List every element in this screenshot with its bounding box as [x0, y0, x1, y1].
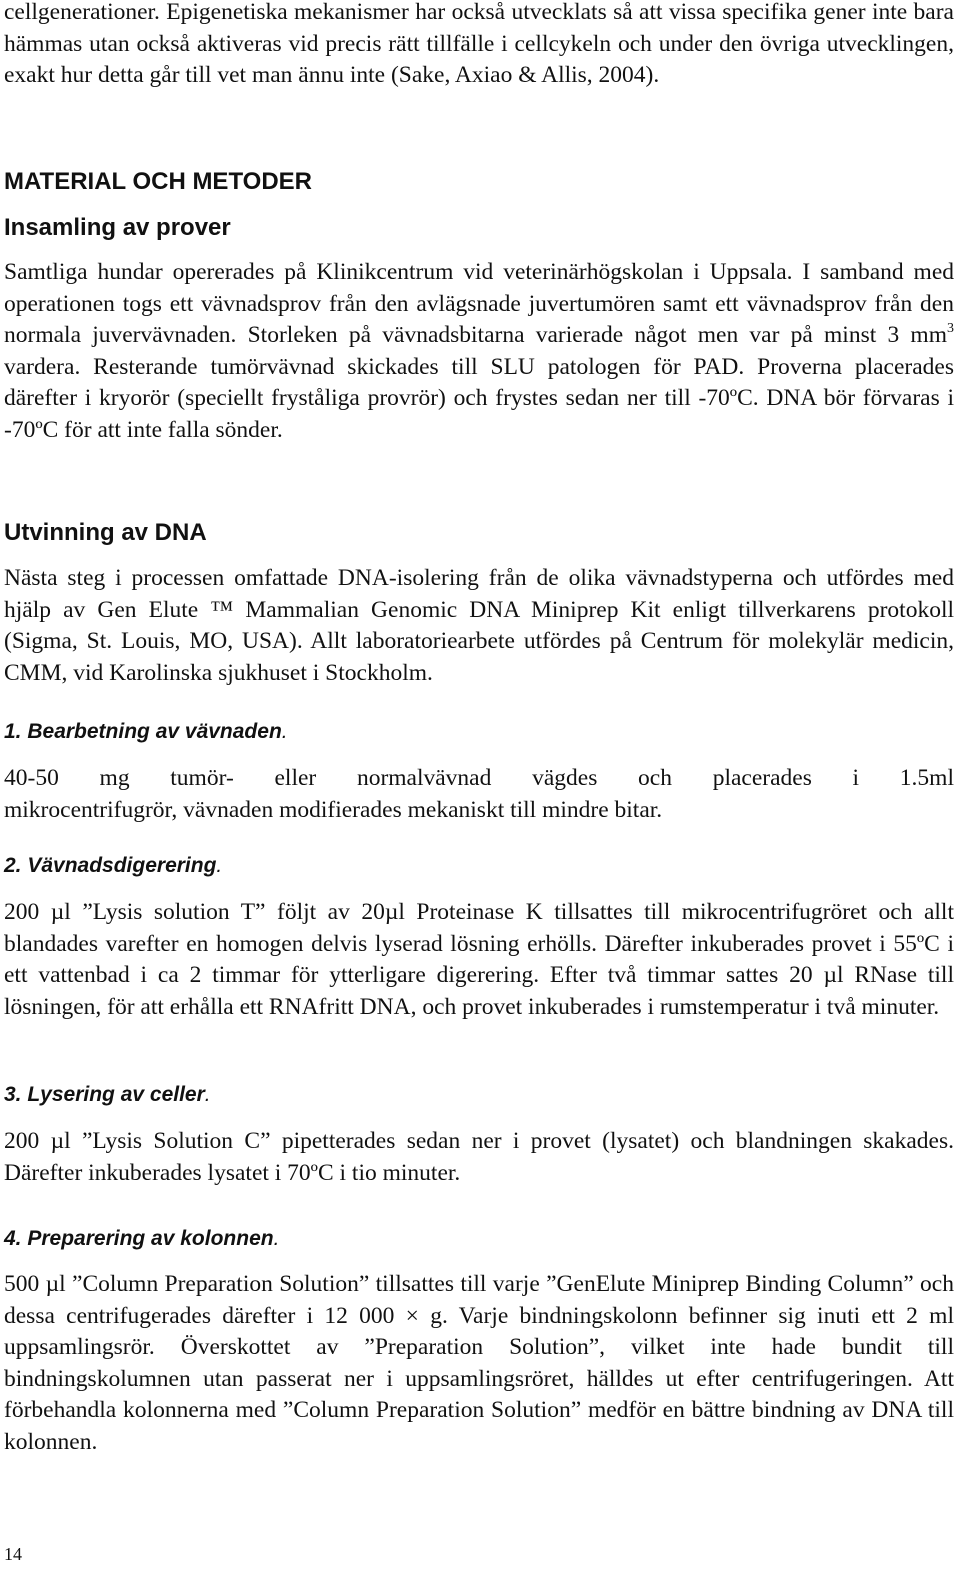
subsection-title-sampling: Insamling av prover — [4, 214, 231, 241]
page-number: 14 — [4, 1544, 22, 1564]
step-4-title: 4. Preparering av kolonnen. — [4, 1227, 280, 1250]
section-title: MATERIAL OCH METODER — [4, 168, 313, 195]
sampling-text-a: Samtliga hundar opererades på Klinikcentrum vid veterinärhögskolan i Uppsala. I samband med operationen togs ett vävnadsprov från den avlägsnade juvertumören samt ett vävnadsprov från den normala juvervävnaden. Storleken på vävnadsbitarna varierade något men var på minst 3 mm — [4, 259, 954, 348]
cubic-superscript: 3 — [947, 321, 954, 336]
sampling-paragraph — [4, 257, 954, 446]
step-1-paragraph: 40-50 mg tumör- eller normalvävnad vägdes och placerades i 1.5ml mikrocentrifugrör, vävnaden modifierades mekaniskt till mindre bitar. — [4, 765, 954, 823]
step-1-title: 1. Bearbetning av vävnaden. — [4, 720, 288, 743]
intro-paragraph: cellgenerationer. Epigenetiska mekanismer har också utvecklats så att vissa specifika gener inte bara hämmas utan också aktiveras vid precis rätt tillfälle i cellcykeln och under den övriga utvecklingen, exakt hur detta går till vet man ännu inte (Sake, Axiao & Allis, 2004). — [4, 0, 954, 88]
subsection-title-dna-extraction: Utvinning av DNA — [4, 519, 207, 546]
step-3-paragraph: 200 µl ”Lysis Solution C” pipetterades sedan ner i provet (lysatet) och blandningen skakades. Därefter inkuberades lysatet i 70ºC i tio minuter. — [4, 1128, 954, 1186]
step-2-paragraph: 200 µl ”Lysis solution T” följt av 20µl Proteinase K tillsattes till mikrocentrifugröret och allt blandades varefter en homogen delvis lyserad lösning erhölls. Därefter inkuberades provet i 55ºC i ett vattenbad i ca 2 timmar för ytterligare digerering. Efter två timmar sattes 20 µl RNase till lösningen, för att erhålla ett RNAfritt DNA, och provet inkuberades i rumstemperatur i två minuter. — [4, 899, 954, 1020]
sampling-text-b: vardera. Resterande tumörvävnad skickades till SLU patologen för PAD. Proverna placerades därefter i kryorör (speciellt fryståliga provrör) och frystes sedan ner till -70ºC. DNA bör förvaras i -70ºC för att inte falla sönder. — [4, 353, 954, 443]
step-4-paragraph: 500 µl ”Column Preparation Solution” tillsattes till varje ”GenElute Miniprep Binding Column” och dessa centrifugerades därefter i 12 000 × g. Varje bindningskolonn befinner sig inuti ett 2 ml uppsamlingsrör. Överskottet av ”Preparation Solution”, vilket inte hade bundit till bindningskolumnen utan passerat ner i uppsamlingsröret, hälldes ut efter centrifugeringen. Att förbehandla kolonnerna med ”Column Preparation Solution” medför en bättre bindning av DNA till kolonnen. — [4, 1271, 954, 1455]
dna-extraction-paragraph: Nästa steg i processen omfattade DNA-isolering från de olika vävnadstyperna och utfördes med hjälp av Gen Elute ™ Mammalian Genomic DNA Miniprep Kit enligt tillverkarens protokoll (Sigma, St. Louis, MO, USA). Allt laboratoriearbete utfördes på Centrum för molekylär medicin, CMM, vid Karolinska sjukhuset i Stockholm. — [4, 565, 954, 686]
step-2-title: 2. Vävnadsdigerering. — [4, 854, 223, 877]
step-3-title: 3. Lysering av celler. — [4, 1083, 211, 1106]
